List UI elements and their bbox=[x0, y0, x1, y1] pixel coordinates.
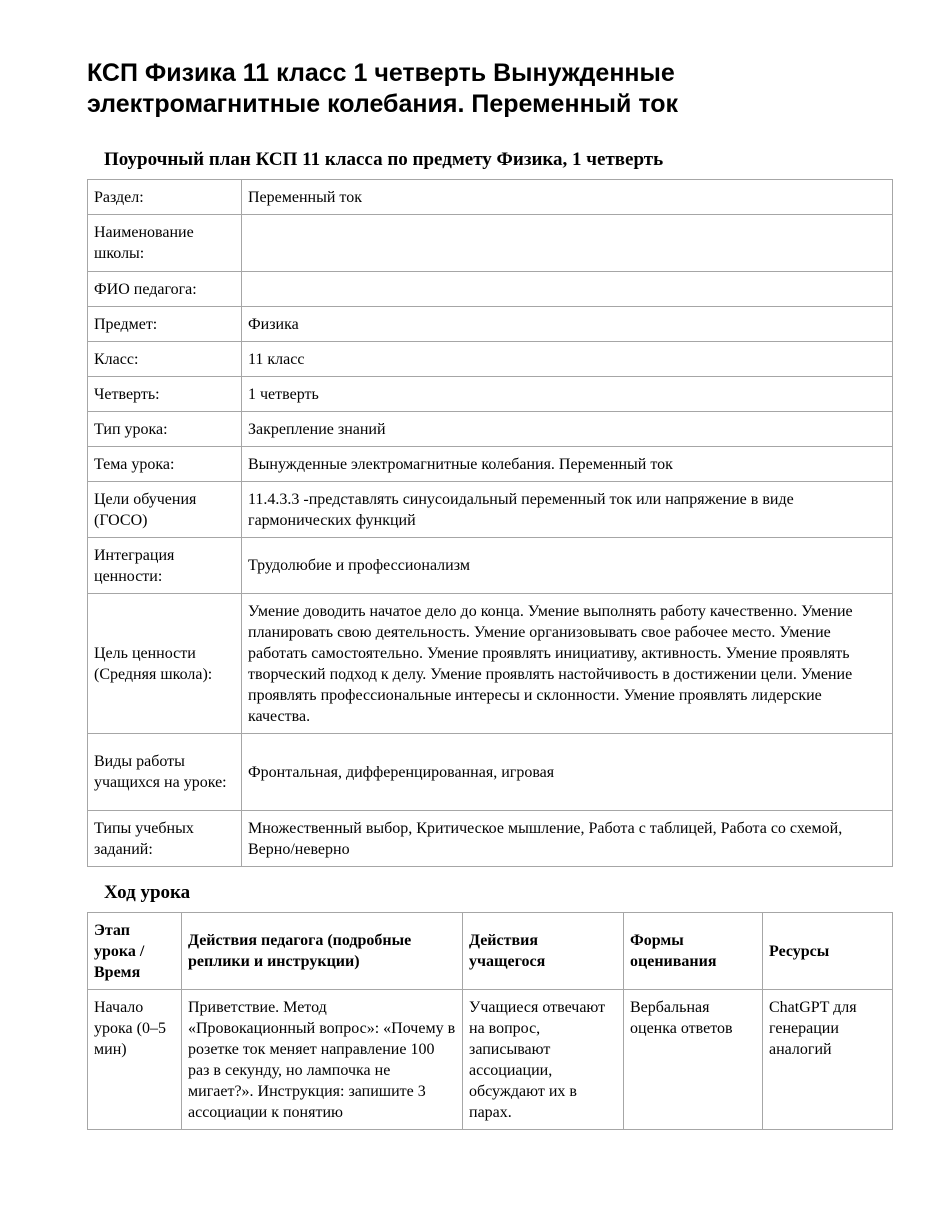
row-value: Переменный ток bbox=[242, 180, 893, 215]
row-label: Наименование школы: bbox=[88, 215, 242, 272]
row-label: Интеграция ценности: bbox=[88, 538, 242, 594]
row-label: Цель ценности (Средняя школа): bbox=[88, 594, 242, 734]
row-value bbox=[242, 215, 893, 272]
table-row bbox=[88, 811, 893, 867]
table-header-row bbox=[88, 913, 893, 990]
row-label: Класс: bbox=[88, 342, 242, 377]
column-header-stage: Этап урока / Время bbox=[88, 913, 182, 990]
table-row bbox=[88, 307, 893, 342]
row-label: Раздел: bbox=[88, 180, 242, 215]
table-row bbox=[88, 342, 893, 377]
row-label: Тема урока: bbox=[88, 447, 242, 482]
table-row bbox=[88, 272, 893, 307]
column-header-resources: Ресурсы bbox=[763, 913, 893, 990]
table-row bbox=[88, 412, 893, 447]
row-label: Типы учебных заданий: bbox=[88, 811, 242, 867]
table-row bbox=[88, 377, 893, 412]
column-header-teacher-actions: Действия педагога (подробные реплики и инструкции) bbox=[182, 913, 463, 990]
row-label: Предмет: bbox=[88, 307, 242, 342]
row-value: Трудолюбие и профессионализм bbox=[242, 538, 893, 594]
table-row bbox=[88, 594, 893, 734]
row-value: Умение доводить начатое дело до конца. Умение выполнять работу качественно. Умение планировать свою деятельность. Умение организовывать свое рабочее место. Умение работать самостоятельно. Умение проявлять инициативу, активность. Умение проявлять творческий подход к делу. Умение проявлять настойчивость в достижении цели. Умение проявлять профессиональные интересы и склонности. Умение проявлять лидерские качества. bbox=[242, 594, 893, 734]
column-header-assessment: Формы оценивания bbox=[624, 913, 763, 990]
row-value: Закрепление знаний bbox=[242, 412, 893, 447]
table-row bbox=[88, 180, 893, 215]
cell-assessment: Вербальная оценка ответов bbox=[624, 990, 763, 1130]
row-label: ФИО педагога: bbox=[88, 272, 242, 307]
lesson-progress-table bbox=[87, 912, 893, 1130]
table-row bbox=[88, 538, 893, 594]
cell-stage: Начало урока (0–5 мин) bbox=[88, 990, 182, 1130]
table-row bbox=[88, 447, 893, 482]
page-title: КСП Физика 11 класс 1 четверть Вынужденные электромагнитные колебания. Переменный ток bbox=[87, 59, 679, 118]
row-value: 11 класс bbox=[242, 342, 893, 377]
column-header-student-actions: Действия учащегося bbox=[463, 913, 624, 990]
plan-heading: Поурочный план КСП 11 класса по предмету Физика, 1 четверть bbox=[104, 149, 664, 170]
table-row bbox=[88, 990, 893, 1130]
lesson-plan-table bbox=[87, 179, 893, 867]
table-row bbox=[88, 215, 893, 272]
row-value: 11.4.3.3 -представлять синусоидальный переменный ток или напряжение в виде гармонических функций bbox=[242, 482, 893, 538]
row-value bbox=[242, 272, 893, 307]
table-row bbox=[88, 482, 893, 538]
row-value: Вынужденные электромагнитные колебания. Переменный ток bbox=[242, 447, 893, 482]
cell-teacher-actions: Приветствие. Метод «Провокационный вопрос»: «Почему в розетке ток меняет направление 100 раз в секунду, но лампочка не мигает?». Инструкция: запишите 3 ассоциации к понятию bbox=[182, 990, 463, 1130]
table-row bbox=[88, 734, 893, 811]
row-label: Тип урока: bbox=[88, 412, 242, 447]
row-value: Фронтальная, дифференцированная, игровая bbox=[242, 734, 893, 811]
row-value: Физика bbox=[242, 307, 893, 342]
row-label: Четверть: bbox=[88, 377, 242, 412]
row-value: 1 четверть bbox=[242, 377, 893, 412]
cell-resources: ChatGPT для генерации аналогий bbox=[763, 990, 893, 1130]
row-label: Виды работы учащихся на уроке: bbox=[88, 734, 242, 811]
row-label: Цели обучения (ГОСО) bbox=[88, 482, 242, 538]
row-value: Множественный выбор, Критическое мышление, Работа с таблицей, Работа со схемой, Верно/неверно bbox=[242, 811, 893, 867]
lesson-progress-heading: Ход урока bbox=[104, 882, 191, 903]
cell-student-actions: Учащиеся отвечают на вопрос, записывают ассоциации, обсуждают их в парах. bbox=[463, 990, 624, 1130]
